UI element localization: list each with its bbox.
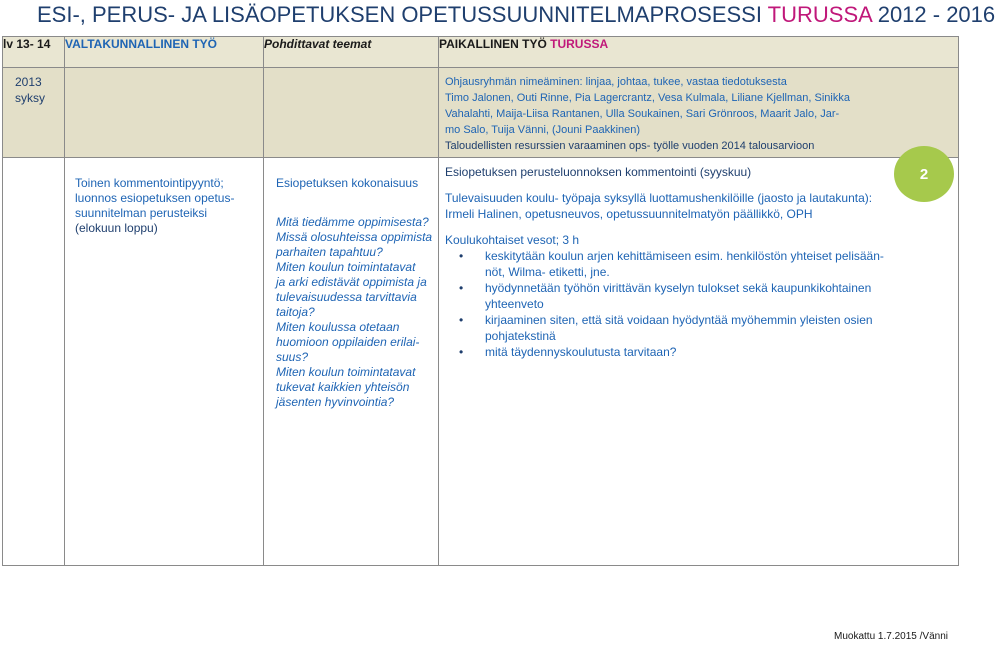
period-cell — [3, 68, 65, 158]
steering-line: Ohjausryhmän nimeäminen: linjaa, johtaa, tukee, vastaa tiedotuksesta — [445, 76, 787, 88]
steering-line: Timo Jalonen, Outi Rinne, Pia Lagercrantz, Vesa Kulmala, Liliane Kjellman, Sinikka — [445, 92, 850, 104]
workshop-line: Tulevaisuuden koulu- työpaja syksyllä luottamushenkilöille (jaosto ja lautakunta): — [445, 191, 873, 205]
title-suffix: 2012 - 2016 — [871, 2, 995, 27]
themes-cell — [264, 158, 439, 566]
theme-question: Miten koulun toimintatavat — [276, 260, 416, 274]
national-line: suunnitelman perusteiksi — [75, 206, 208, 220]
period-year: 2013 — [15, 75, 42, 89]
local-comment-heading: Esiopetuksen perusteluonnoksen kommentointi (syyskuu) — [445, 165, 752, 179]
header-national-work: VALTAKUNNALLINEN TYÖ — [65, 37, 264, 68]
process-table — [2, 36, 959, 566]
period-season: syksy — [15, 91, 45, 105]
footer-modified: Muokattu 1.7.2015 /Vänni — [834, 631, 948, 642]
theme-question: Missä olosuhteissa oppimista — [276, 230, 433, 244]
theme-question: ja arki edistävät oppimista ja — [276, 275, 427, 289]
theme-question: tukevat kaikkien yhteisön — [276, 380, 410, 394]
row-second-comment — [3, 158, 959, 566]
workshop-line: Irmeli Halinen, opetusneuvos, opetussuunnitelmatyön päällikkö, OPH — [445, 207, 813, 221]
steering-line: Vahalahti, Maija-Liisa Rantanen, Ulla Soukainen, Sari Grönroos, Maarit Jalo, Jar- — [445, 108, 840, 120]
title-accent: TURUSSA — [767, 2, 872, 27]
national-deadline: (elokuun loppu) — [75, 221, 158, 235]
national-comment-cell — [65, 158, 264, 566]
budget-line: Taloudellisten resurssien varaaminen ops- työlle vuoden 2014 talousarvioon — [445, 140, 815, 152]
theme-question: jäsenten hyvinvointia? — [276, 395, 395, 409]
theme-question: huomioon oppilaiden erilai- — [276, 335, 420, 349]
theme-question: suus? — [276, 350, 309, 364]
theme-question: Miten koulun toimintatavat — [276, 365, 416, 379]
list-item: • keskitytään koulun arjen kehittämiseen esim. henkilöstön yhteiset pelisään- nöt, Wilma- etiketti, jne. — [485, 248, 952, 280]
school-veso-heading: Koulukohtaiset vesot; 3 h — [445, 233, 580, 247]
national-cell-empty — [65, 68, 264, 158]
national-line: Toinen kommentointipyyntö; — [75, 176, 224, 190]
header-period: lv 13- 14 — [3, 37, 65, 68]
veso-list — [445, 248, 952, 360]
theme-question: Mitä tiedämme oppimisesta? — [276, 215, 429, 229]
header-local-work — [439, 37, 959, 68]
header-local-prefix: PAIKALLINEN TYÖ — [439, 37, 551, 51]
list-item: • hyödynnetään työhön virittävän kyselyn tulokset sekä kaupunkikohtainen yhteenveto — [485, 280, 952, 312]
theme-question: taitoja? — [276, 305, 315, 319]
page-title — [37, 2, 995, 28]
list-item: • mitä täydennyskoulutusta tarvitaan? — [485, 344, 952, 360]
themes-cell-empty — [264, 68, 439, 158]
header-local-accent: TURUSSA — [550, 37, 609, 51]
theme-question: parhaiten tapahtuu? — [276, 245, 383, 259]
row-autumn-2013 — [3, 68, 959, 158]
steering-line: mo Salo, Tuija Vänni, (Jouni Paakkinen) — [445, 124, 641, 136]
local-steering-cell — [439, 68, 959, 158]
list-item: • kirjaaminen siten, että sitä voidaan hyödyntää myöhemmin yleisten osien pohjatekstinä — [485, 312, 952, 344]
header-themes: Pohdittavat teemat — [264, 37, 439, 68]
local-work-cell — [439, 158, 959, 566]
slide-number-badge: 2 — [894, 146, 954, 202]
title-prefix: ESI-, PERUS- JA LISÄOPETUKSEN OPETUSSUUNNITELMAPROSESSI — [37, 2, 768, 27]
national-line: luonnos esiopetuksen opetus- — [75, 191, 235, 205]
themes-heading: Esiopetuksen kokonaisuus — [276, 176, 419, 190]
period-cell-empty — [3, 158, 65, 566]
theme-question: tulevaisuudessa tarvittavia — [276, 290, 417, 304]
theme-question: Miten koulussa otetaan — [276, 320, 400, 334]
header-row — [3, 37, 959, 68]
